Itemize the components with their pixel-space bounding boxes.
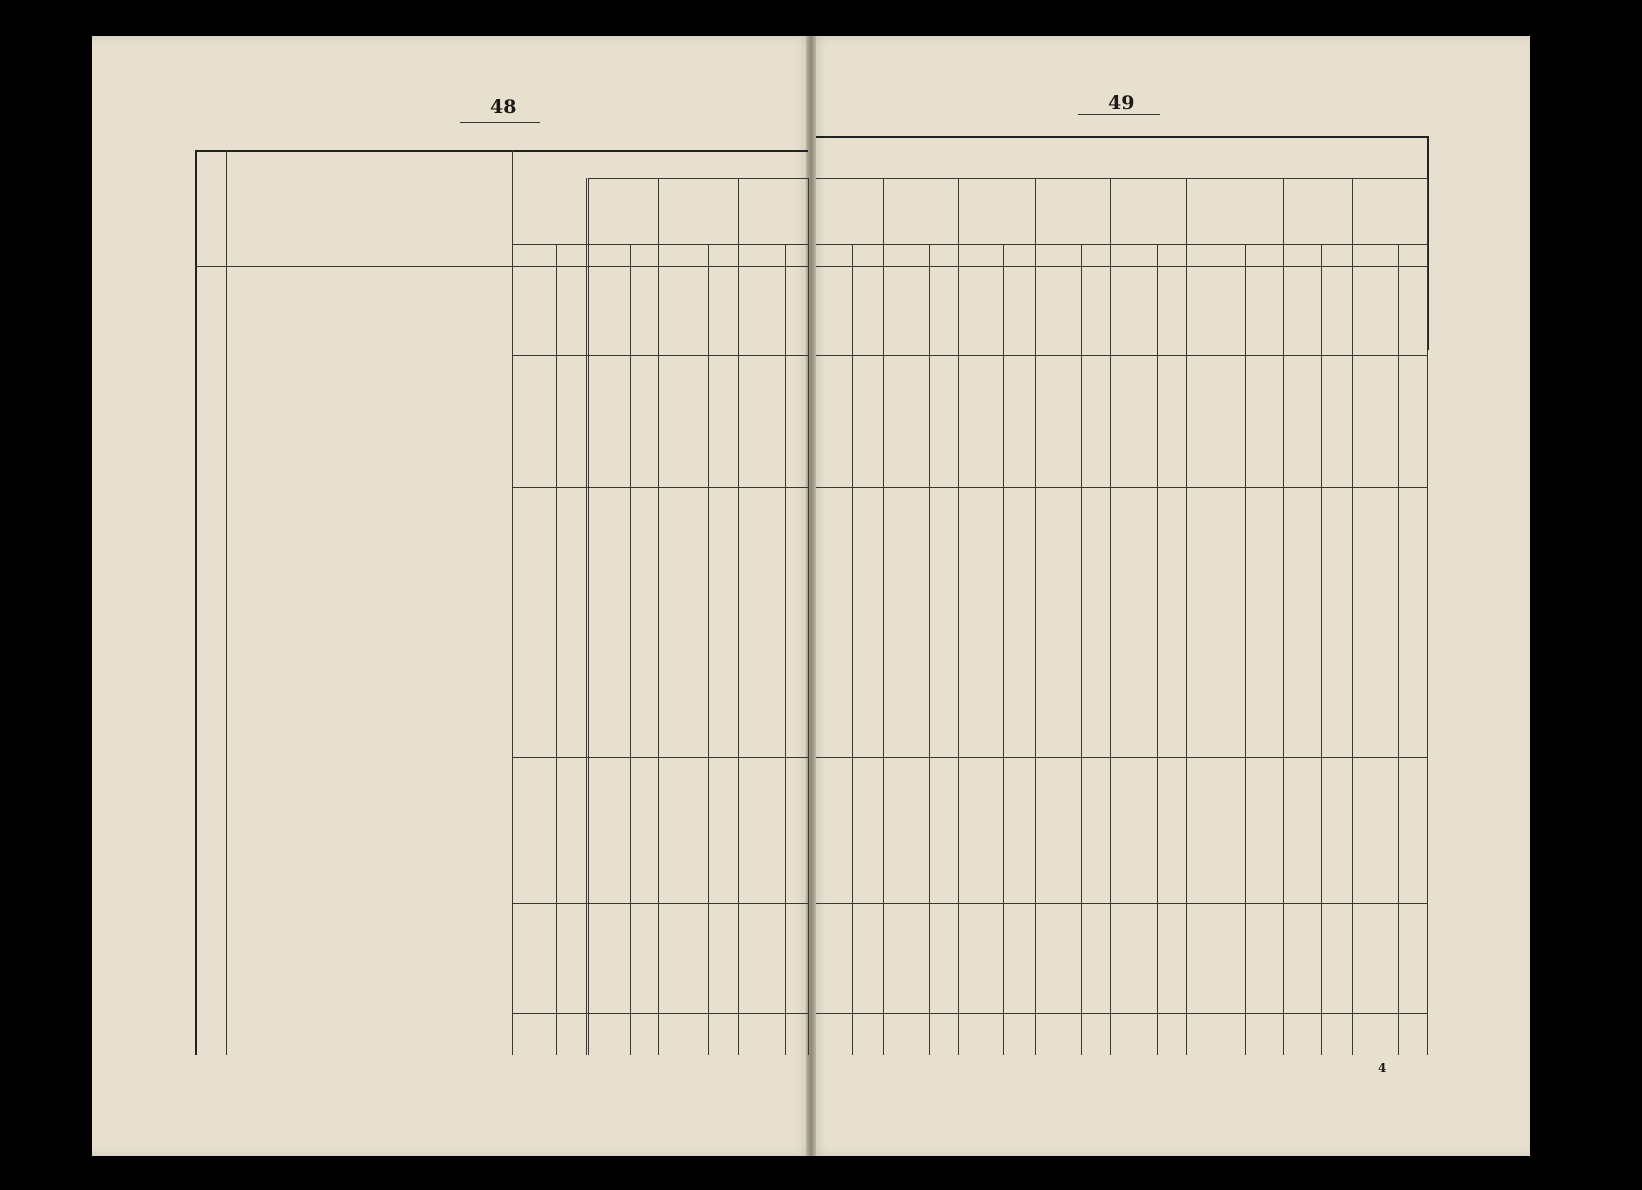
rule-line: [195, 150, 808, 152]
column-rule: [1283, 178, 1284, 1055]
column-rule: [226, 150, 227, 1055]
column-rule: [1352, 178, 1353, 1055]
column-rule: [556, 244, 557, 1055]
page-number-underline: [460, 122, 540, 123]
column-rule: [512, 150, 513, 1055]
page-number-left: 48: [490, 96, 517, 118]
rule-line: [816, 355, 1427, 356]
column-rule: [708, 244, 709, 1055]
rule-line: [195, 266, 808, 267]
rule-line: [816, 178, 1427, 179]
column-rule: [1003, 244, 1004, 1055]
column-rule: [852, 244, 853, 1055]
column-rule: [958, 178, 959, 1055]
rule-line: [512, 487, 808, 488]
column-rule: [808, 178, 809, 1055]
rule-line: [816, 136, 1428, 138]
column-rule: [586, 178, 587, 1055]
column-rule: [1321, 244, 1322, 1055]
column-rule: [1398, 244, 1399, 1055]
column-rule: [738, 178, 739, 1055]
page-number-underline: [1078, 114, 1160, 115]
column-rule: [658, 178, 659, 1055]
rule-line: [816, 487, 1427, 488]
column-rule: [1157, 244, 1158, 1055]
rule-line: [512, 903, 808, 904]
column-rule: [1427, 178, 1428, 1055]
column-rule: [1110, 178, 1111, 1055]
rule-line: [816, 903, 1427, 904]
rule-line: [816, 244, 1427, 245]
column-rule: [785, 244, 786, 1055]
column-rule: [588, 178, 589, 1055]
column-rule: [630, 244, 631, 1055]
rule-line: [816, 266, 1427, 267]
column-rule: [883, 178, 884, 1055]
left-page: [92, 36, 810, 1156]
column-rule: [929, 244, 930, 1055]
footnote-mark: 4: [1378, 1061, 1387, 1075]
right-page: [812, 36, 1530, 1156]
column-rule: [1245, 244, 1246, 1055]
rule-line: [816, 1013, 1427, 1014]
column-rule: [1186, 178, 1187, 1055]
rule-line: [816, 757, 1427, 758]
page-number-right: 49: [1108, 92, 1135, 114]
rule-line: [512, 1013, 808, 1014]
rule-line: [588, 178, 808, 179]
column-rule: [195, 150, 197, 1055]
column-rule: [1081, 244, 1082, 1055]
column-rule: [1035, 178, 1036, 1055]
rule-line: [512, 355, 808, 356]
rule-line: [512, 757, 808, 758]
